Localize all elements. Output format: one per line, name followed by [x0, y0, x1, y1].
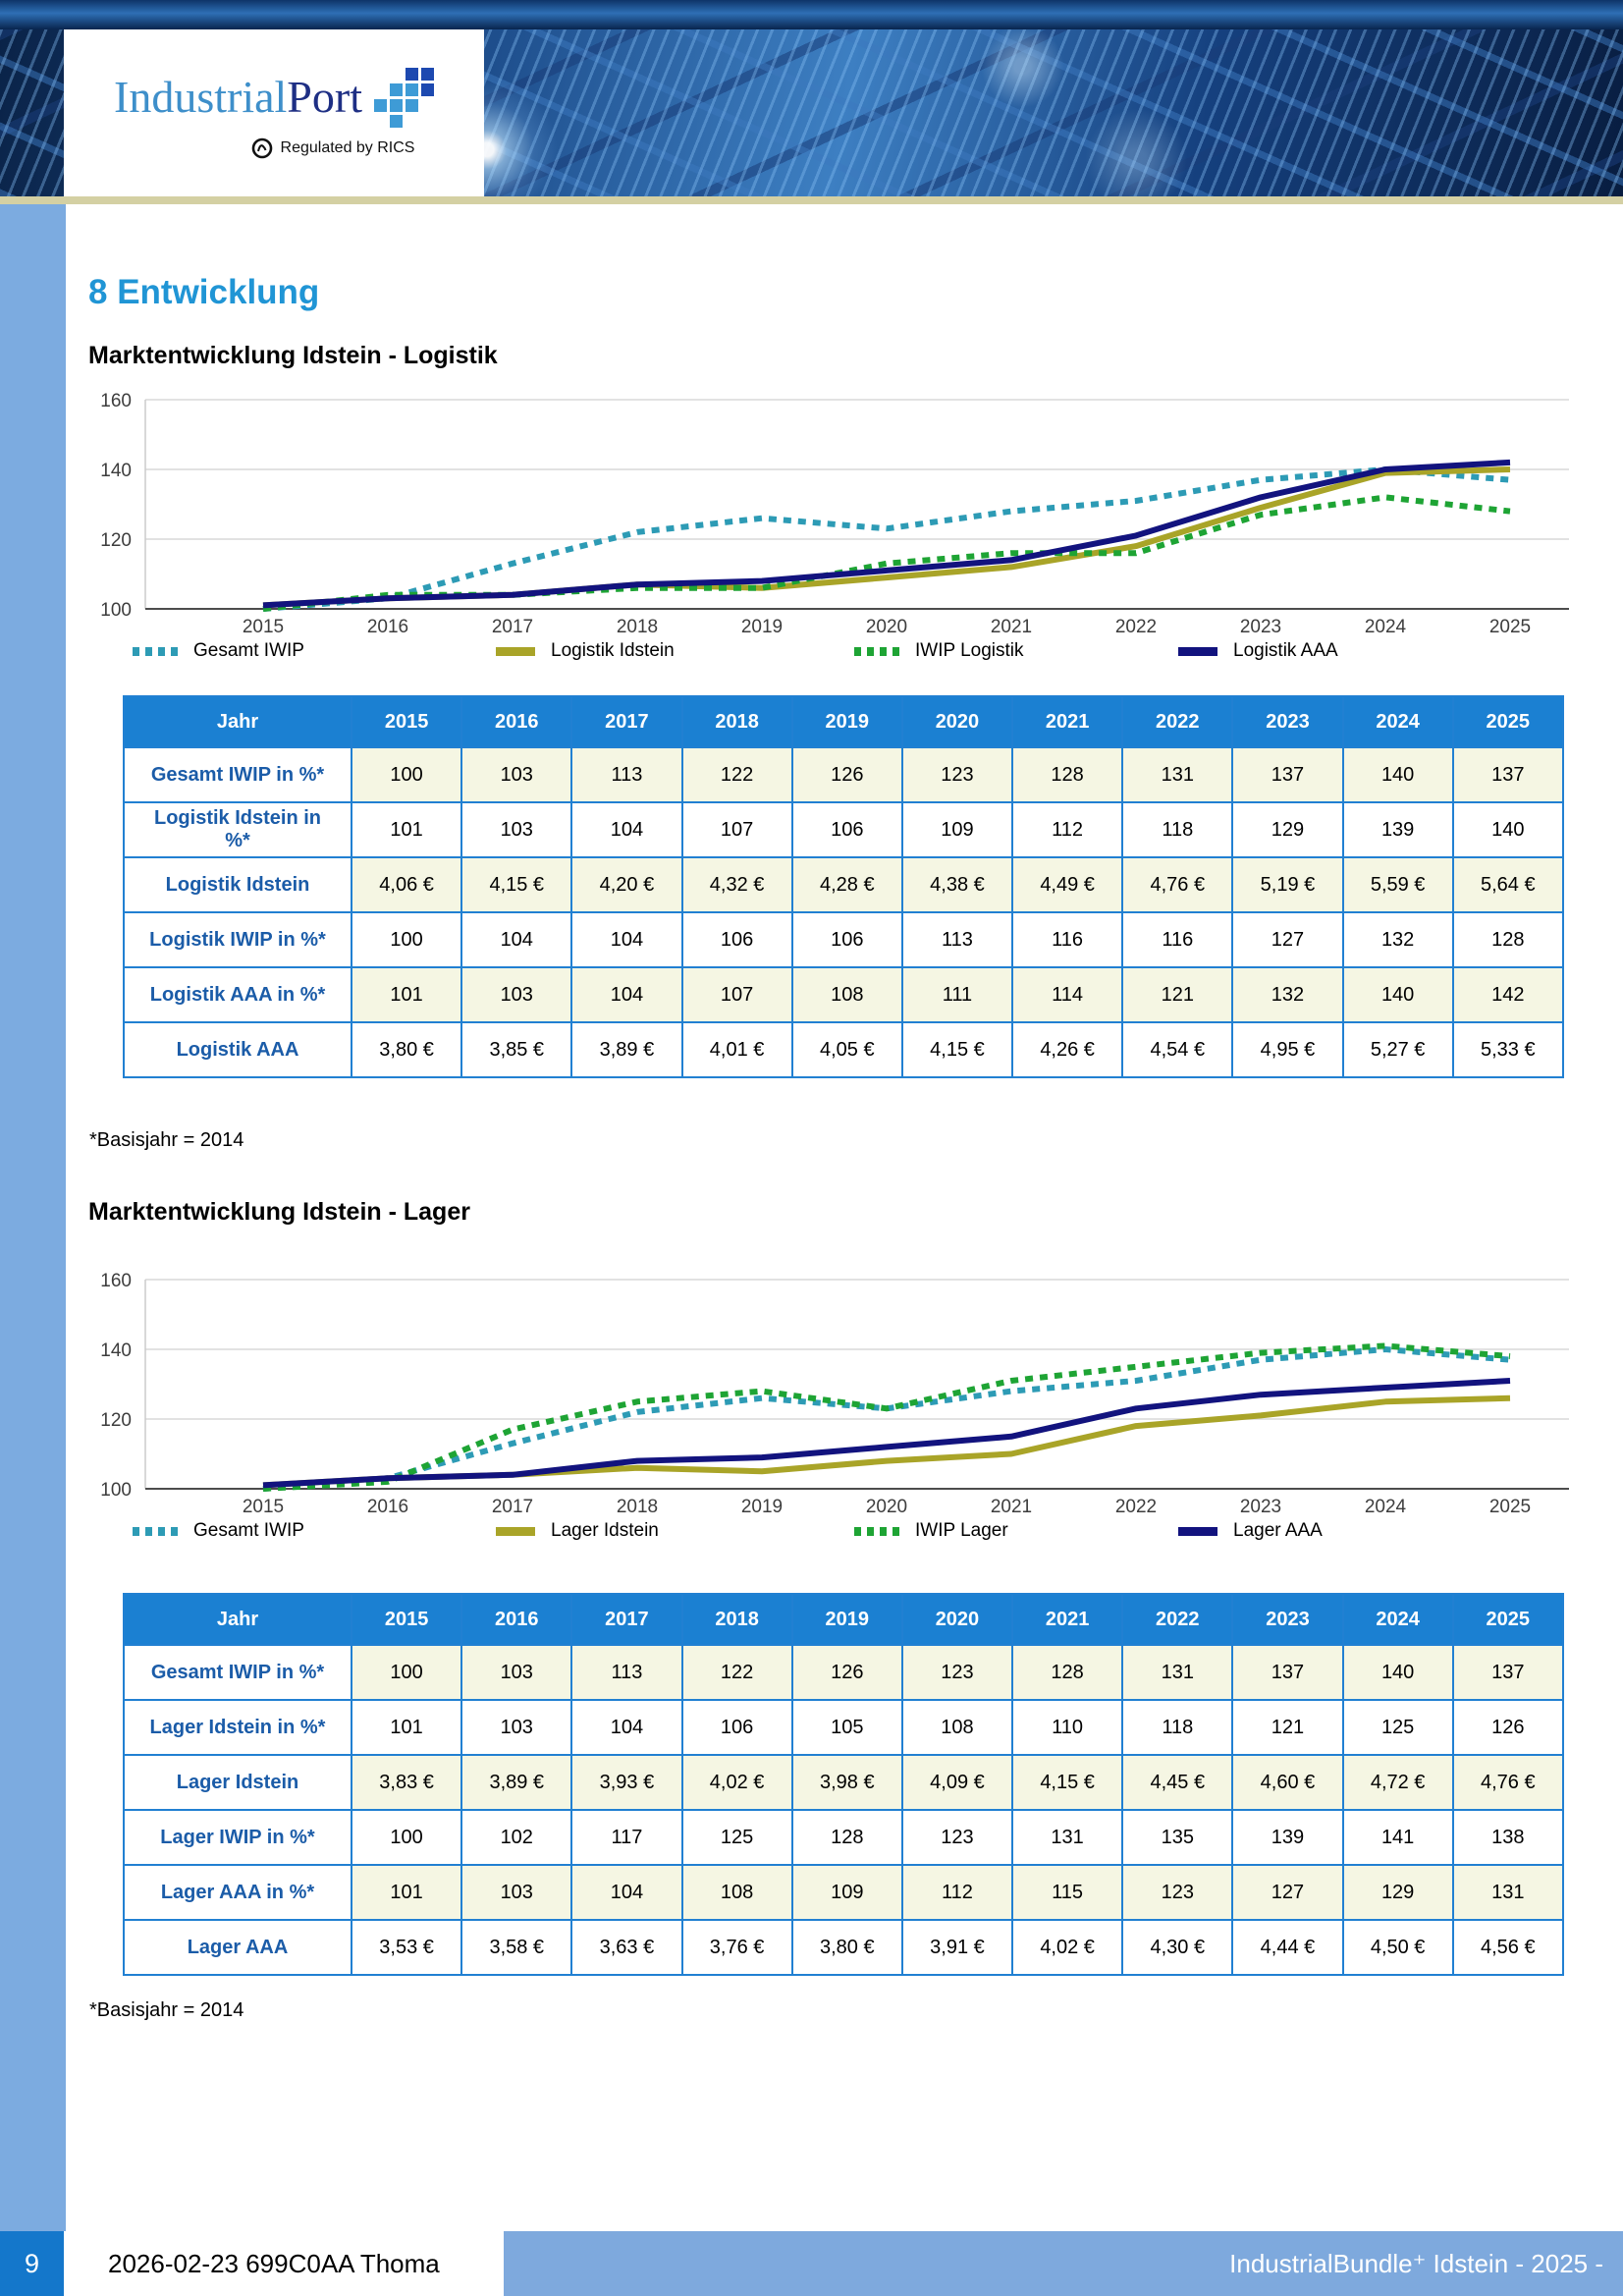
- table-cell: 4,49 €: [1012, 857, 1122, 912]
- table-cell: 104: [571, 967, 681, 1022]
- table-row-label: Gesamt IWIP in %*: [124, 1645, 352, 1700]
- x-axis-tick-label: 2017: [491, 617, 534, 637]
- table-cell: 113: [571, 1645, 681, 1700]
- table-cell: 3,80 €: [792, 1920, 902, 1975]
- table-cell: 104: [461, 912, 571, 967]
- legend-item-gesamt-iwip: [133, 1520, 496, 1542]
- table-cell: 112: [1012, 802, 1122, 857]
- table-cell: 3,76 €: [682, 1920, 792, 1975]
- table-cell: 4,44 €: [1232, 1920, 1342, 1975]
- table-cell: 118: [1122, 1700, 1232, 1755]
- table-cell: 4,56 €: [1453, 1920, 1563, 1975]
- table-cell: 3,58 €: [461, 1920, 571, 1975]
- x-axis-tick-label: 2015: [242, 617, 285, 637]
- table-cell: 5,64 €: [1453, 857, 1563, 912]
- table-cell: 128: [1012, 1645, 1122, 1700]
- table-year-header: 2020: [902, 1594, 1012, 1645]
- table-cell: 103: [461, 747, 571, 802]
- table-year-header: 2015: [352, 696, 461, 747]
- table-year-header: 2021: [1012, 696, 1122, 747]
- logo-wordmark: [114, 72, 362, 122]
- legend-item-iwip-logistik: [854, 640, 1178, 662]
- table-cell: 122: [682, 1645, 792, 1700]
- table-cell: 3,83 €: [352, 1755, 461, 1810]
- y-axis-tick-label: 120: [100, 530, 132, 551]
- table-row: [124, 1810, 1563, 1865]
- legend-swatch-icon: [854, 1527, 899, 1536]
- y-axis-tick-label: 140: [100, 1340, 132, 1361]
- table-cell: 3,63 €: [571, 1920, 681, 1975]
- logo: [114, 68, 434, 128]
- table-cell: 115: [1012, 1865, 1122, 1920]
- table-year-header: 2016: [461, 696, 571, 747]
- x-axis-tick-label: 2024: [1364, 617, 1407, 637]
- table-cell: 139: [1343, 802, 1453, 857]
- table-row-label: Gesamt IWIP in %*: [124, 747, 352, 802]
- table-cell: 4,02 €: [1012, 1920, 1122, 1975]
- table-row: [124, 747, 1563, 802]
- table-cell: 4,45 €: [1122, 1755, 1232, 1810]
- legend-swatch-icon: [133, 647, 178, 656]
- table-cell: 126: [792, 747, 902, 802]
- table-cell: 4,60 €: [1232, 1755, 1342, 1810]
- table-cell: 123: [902, 1810, 1012, 1865]
- table-cell: 140: [1343, 967, 1453, 1022]
- table-row-label: Logistik Idstein in %*: [124, 802, 352, 857]
- legend-label: Logistik Idstein: [551, 640, 675, 661]
- table-cell: 126: [792, 1645, 902, 1700]
- table-cell: 122: [682, 747, 792, 802]
- table-cell: 140: [1453, 802, 1563, 857]
- table-cell: 3,53 €: [352, 1920, 461, 1975]
- table-cell: 5,59 €: [1343, 857, 1453, 912]
- x-axis-tick-label: 2017: [491, 1497, 534, 1517]
- table-cell: 127: [1232, 912, 1342, 967]
- table-cell: 125: [682, 1810, 792, 1865]
- table-cell: 128: [1453, 912, 1563, 967]
- table-cell: 103: [461, 967, 571, 1022]
- table-row-label: Logistik AAA: [124, 1022, 352, 1077]
- legend-item-logistik-idstein: [496, 640, 854, 662]
- table-cell: 101: [352, 1865, 461, 1920]
- table-cell: 4,72 €: [1343, 1755, 1453, 1810]
- table-cell: 140: [1343, 1645, 1453, 1700]
- page-number-box: 9: [0, 2231, 64, 2296]
- table-cell: 4,38 €: [902, 857, 1012, 912]
- table-cell: 4,30 €: [1122, 1920, 1232, 1975]
- table-row: [124, 857, 1563, 912]
- table-year-header: 2017: [571, 696, 681, 747]
- x-axis-tick-label: 2015: [242, 1497, 285, 1517]
- table-row: [124, 802, 1563, 857]
- rics-regulated-row: [251, 137, 415, 159]
- table-cell: 131: [1122, 747, 1232, 802]
- table-year-header: 2018: [682, 696, 792, 747]
- table-year-header: 2020: [902, 696, 1012, 747]
- x-axis-tick-label: 2018: [616, 1497, 659, 1517]
- table-cell: 4,01 €: [682, 1022, 792, 1077]
- table-year-header: 2019: [792, 1594, 902, 1645]
- x-axis-tick-label: 2019: [740, 617, 784, 637]
- table-cell: 104: [571, 1865, 681, 1920]
- logo-pixel-arrow-icon: [374, 68, 434, 128]
- table-row-label: Logistik AAA in %*: [124, 967, 352, 1022]
- x-axis-tick-label: 2025: [1488, 1497, 1532, 1517]
- table-cell: 137: [1453, 1645, 1563, 1700]
- x-axis-tick-label: 2022: [1114, 617, 1158, 637]
- table-cell: 108: [902, 1700, 1012, 1755]
- table-cell: 139: [1232, 1810, 1342, 1865]
- table-cell: 128: [1012, 747, 1122, 802]
- table-cell: 100: [352, 747, 461, 802]
- table-row-label: Lager Idstein in %*: [124, 1700, 352, 1755]
- series-line-lager-aaa: [263, 1381, 1510, 1485]
- table-year-header: 2024: [1343, 1594, 1453, 1645]
- table-cell: 4,76 €: [1122, 857, 1232, 912]
- table-cell: 127: [1232, 1865, 1342, 1920]
- table-cell: 102: [461, 1810, 571, 1865]
- table-cell: 3,85 €: [461, 1022, 571, 1077]
- table-cell: 101: [352, 1700, 461, 1755]
- table-cell: 107: [682, 802, 792, 857]
- table-cell: 104: [571, 802, 681, 857]
- table-cell: 101: [352, 967, 461, 1022]
- table-cell: 106: [792, 912, 902, 967]
- table-cell: 129: [1343, 1865, 1453, 1920]
- x-axis-tick-label: 2020: [865, 617, 908, 637]
- legend-swatch-icon: [496, 647, 535, 656]
- table-year-header: 2023: [1232, 696, 1342, 747]
- footnote-basisjahr-2: *Basisjahr = 2014: [89, 1999, 244, 2021]
- table-cell: 4,20 €: [571, 857, 681, 912]
- table-cell: 131: [1453, 1865, 1563, 1920]
- table-cell: 138: [1453, 1810, 1563, 1865]
- x-axis-tick-label: 2018: [616, 617, 659, 637]
- table-cell: 101: [352, 802, 461, 857]
- table-cell: 4,15 €: [1012, 1755, 1122, 1810]
- lager-data-table: [123, 1593, 1564, 1976]
- page-title: 8 Entwicklung: [88, 273, 320, 311]
- table-cell: 106: [792, 802, 902, 857]
- table-cell: 118: [1122, 802, 1232, 857]
- table-row-label: Lager AAA in %*: [124, 1865, 352, 1920]
- table-cell: 4,76 €: [1453, 1755, 1563, 1810]
- table-cell: 4,06 €: [352, 857, 461, 912]
- x-axis-tick-label: 2021: [990, 1497, 1033, 1517]
- table-cell: 4,26 €: [1012, 1022, 1122, 1077]
- table-cell: 116: [1012, 912, 1122, 967]
- table-cell: 4,50 €: [1343, 1920, 1453, 1975]
- table-cell: 3,89 €: [571, 1022, 681, 1077]
- table-cell: 126: [1453, 1700, 1563, 1755]
- table-cell: 108: [682, 1865, 792, 1920]
- legend-label: Lager AAA: [1233, 1520, 1323, 1541]
- table-cell: 4,32 €: [682, 857, 792, 912]
- logistik-line-chart: [88, 385, 1591, 642]
- table-cell: 106: [682, 1700, 792, 1755]
- y-axis-tick-label: 160: [100, 391, 132, 411]
- y-axis-tick-label: 140: [100, 461, 132, 481]
- y-axis-tick-label: 100: [100, 600, 132, 621]
- table-cell: 141: [1343, 1810, 1453, 1865]
- table-cell: 123: [902, 747, 1012, 802]
- footnote-basisjahr-1: *Basisjahr = 2014: [89, 1129, 244, 1151]
- table-cell: 4,09 €: [902, 1755, 1012, 1810]
- table-cell: 3,91 €: [902, 1920, 1012, 1975]
- table-year-header: 2021: [1012, 1594, 1122, 1645]
- table-cell: 137: [1232, 747, 1342, 802]
- table-corner-header: Jahr: [124, 1594, 352, 1645]
- table-year-header: 2019: [792, 696, 902, 747]
- x-axis-tick-label: 2016: [366, 1497, 409, 1517]
- table-cell: 103: [461, 1865, 571, 1920]
- table-row: [124, 967, 1563, 1022]
- table-cell: 5,33 €: [1453, 1022, 1563, 1077]
- table-cell: 4,02 €: [682, 1755, 792, 1810]
- table-cell: 103: [461, 1700, 571, 1755]
- table-year-header: 2025: [1453, 1594, 1563, 1645]
- table-cell: 132: [1343, 912, 1453, 967]
- rics-label: Regulated by RICS: [280, 138, 415, 156]
- table-cell: 114: [1012, 967, 1122, 1022]
- legend-label: IWIP Lager: [915, 1520, 1008, 1541]
- table-row-label: Lager Idstein: [124, 1755, 352, 1810]
- table-corner-header: Jahr: [124, 696, 352, 747]
- table-row: [124, 1920, 1563, 1975]
- legend-swatch-icon: [1178, 647, 1217, 656]
- table-cell: 111: [902, 967, 1012, 1022]
- table-row-label: Logistik Idstein: [124, 857, 352, 912]
- table-cell: 113: [571, 747, 681, 802]
- table-cell: 4,95 €: [1232, 1022, 1342, 1077]
- legend-swatch-icon: [133, 1527, 178, 1536]
- table-cell: 113: [902, 912, 1012, 967]
- table-cell: 107: [682, 967, 792, 1022]
- logo-box: [64, 29, 484, 196]
- header-divider-line: [0, 196, 1623, 204]
- y-axis-tick-label: 160: [100, 1271, 132, 1291]
- left-margin-strip: [0, 204, 66, 2231]
- footer-document-reference: 2026-02-23 699C0AA Thoma: [108, 2249, 440, 2278]
- y-axis-tick-label: 100: [100, 1480, 132, 1501]
- table-cell: 3,98 €: [792, 1755, 902, 1810]
- table-cell: 5,19 €: [1232, 857, 1342, 912]
- table-cell: 4,05 €: [792, 1022, 902, 1077]
- legend-label: Lager Idstein: [551, 1520, 659, 1541]
- table-cell: 4,28 €: [792, 857, 902, 912]
- legend-item-lager-idstein: [496, 1520, 854, 1542]
- table-year-header: 2015: [352, 1594, 461, 1645]
- table-cell: 129: [1232, 802, 1342, 857]
- header-top-bar: [0, 0, 1623, 29]
- table-cell: 123: [902, 1645, 1012, 1700]
- table-row: [124, 1755, 1563, 1810]
- lager-line-chart: [88, 1265, 1591, 1522]
- table-cell: 142: [1453, 967, 1563, 1022]
- rics-lion-icon: [251, 137, 273, 159]
- table-cell: 100: [352, 1810, 461, 1865]
- table-row: [124, 912, 1563, 967]
- table-row: [124, 1022, 1563, 1077]
- table-year-header: 2022: [1122, 1594, 1232, 1645]
- series-line-iwip-lager: [263, 1345, 1510, 1489]
- legend-label: Gesamt IWIP: [193, 640, 304, 661]
- table-cell: 104: [571, 1700, 681, 1755]
- legend-item-logistik-aaa: [1178, 640, 1537, 662]
- table-cell: 123: [1122, 1865, 1232, 1920]
- legend-swatch-icon: [1178, 1527, 1217, 1536]
- legend-label: Logistik AAA: [1233, 640, 1338, 661]
- table-cell: 121: [1122, 967, 1232, 1022]
- table-year-header: 2016: [461, 1594, 571, 1645]
- logo-text-secondary: Port: [287, 72, 362, 122]
- x-axis-tick-label: 2023: [1239, 617, 1282, 637]
- x-axis-tick-label: 2023: [1239, 1497, 1282, 1517]
- table-row: [124, 1645, 1563, 1700]
- table-year-header: 2018: [682, 1594, 792, 1645]
- table-cell: 103: [461, 1645, 571, 1700]
- legend-swatch-icon: [854, 647, 899, 656]
- table-cell: 132: [1232, 967, 1342, 1022]
- table-cell: 3,93 €: [571, 1755, 681, 1810]
- x-axis-tick-label: 2024: [1364, 1497, 1407, 1517]
- chart-canvas: [88, 1265, 1591, 1522]
- table-cell: 117: [571, 1810, 681, 1865]
- table-cell: 137: [1453, 747, 1563, 802]
- table-year-header: 2025: [1453, 696, 1563, 747]
- table-cell: 109: [792, 1865, 902, 1920]
- legend-label: Gesamt IWIP: [193, 1520, 304, 1541]
- table-cell: 4,15 €: [461, 857, 571, 912]
- logistik-data-table: [123, 695, 1564, 1078]
- table-cell: 112: [902, 1865, 1012, 1920]
- series-line-iwip-logistik: [263, 497, 1510, 609]
- table-cell: 104: [571, 912, 681, 967]
- table-cell: 125: [1343, 1700, 1453, 1755]
- x-axis-tick-label: 2025: [1488, 617, 1532, 637]
- table-year-header: 2017: [571, 1594, 681, 1645]
- table-year-header: 2023: [1232, 1594, 1342, 1645]
- table-cell: 106: [682, 912, 792, 967]
- legend-item-lager-aaa: [1178, 1520, 1537, 1542]
- table-cell: 109: [902, 802, 1012, 857]
- x-axis-tick-label: 2021: [990, 617, 1033, 637]
- table-cell: 116: [1122, 912, 1232, 967]
- table-cell: 131: [1012, 1810, 1122, 1865]
- table-cell: 105: [792, 1700, 902, 1755]
- table-cell: 100: [352, 1645, 461, 1700]
- y-axis-tick-label: 120: [100, 1410, 132, 1431]
- table-row: [124, 1700, 1563, 1755]
- lager-chart-legend: [133, 1518, 1537, 1544]
- table-cell: 3,89 €: [461, 1755, 571, 1810]
- legend-swatch-icon: [496, 1527, 535, 1536]
- legend-item-gesamt-iwip: [133, 640, 496, 662]
- table-cell: 108: [792, 967, 902, 1022]
- legend-item-iwip-lager: [854, 1520, 1178, 1542]
- table-row: [124, 1865, 1563, 1920]
- table-cell: 4,54 €: [1122, 1022, 1232, 1077]
- table-row-label: Lager IWIP in %*: [124, 1810, 352, 1865]
- table-year-header: 2022: [1122, 696, 1232, 747]
- table-cell: 103: [461, 802, 571, 857]
- table-cell: 140: [1343, 747, 1453, 802]
- footer-brand-bar: IndustrialBundle⁺ Idstein - 2025 -: [504, 2231, 1623, 2296]
- logo-text-primary: Industrial: [114, 72, 288, 122]
- section-heading-lager: Marktentwicklung Idstein - Lager: [88, 1198, 470, 1226]
- table-cell: 110: [1012, 1700, 1122, 1755]
- table-cell: 3,80 €: [352, 1022, 461, 1077]
- table-row-label: Logistik IWIP in %*: [124, 912, 352, 967]
- table-cell: 5,27 €: [1343, 1022, 1453, 1077]
- table-cell: 4,15 €: [902, 1022, 1012, 1077]
- x-axis-tick-label: 2022: [1114, 1497, 1158, 1517]
- series-line-logistik-aaa: [263, 463, 1510, 606]
- section-heading-logistik: Marktentwicklung Idstein - Logistik: [88, 342, 498, 369]
- table-year-header: 2024: [1343, 696, 1453, 747]
- x-axis-tick-label: 2020: [865, 1497, 908, 1517]
- chart-canvas: [88, 385, 1591, 642]
- logistik-chart-legend: [133, 638, 1537, 664]
- table-cell: 131: [1122, 1645, 1232, 1700]
- table-cell: 137: [1232, 1645, 1342, 1700]
- table-cell: 121: [1232, 1700, 1342, 1755]
- legend-label: IWIP Logistik: [915, 640, 1024, 661]
- table-cell: 128: [792, 1810, 902, 1865]
- table-cell: 100: [352, 912, 461, 967]
- series-line-logistik-idstein: [263, 469, 1510, 605]
- table-cell: 135: [1122, 1810, 1232, 1865]
- x-axis-tick-label: 2016: [366, 617, 409, 637]
- table-row-label: Lager AAA: [124, 1920, 352, 1975]
- x-axis-tick-label: 2019: [740, 1497, 784, 1517]
